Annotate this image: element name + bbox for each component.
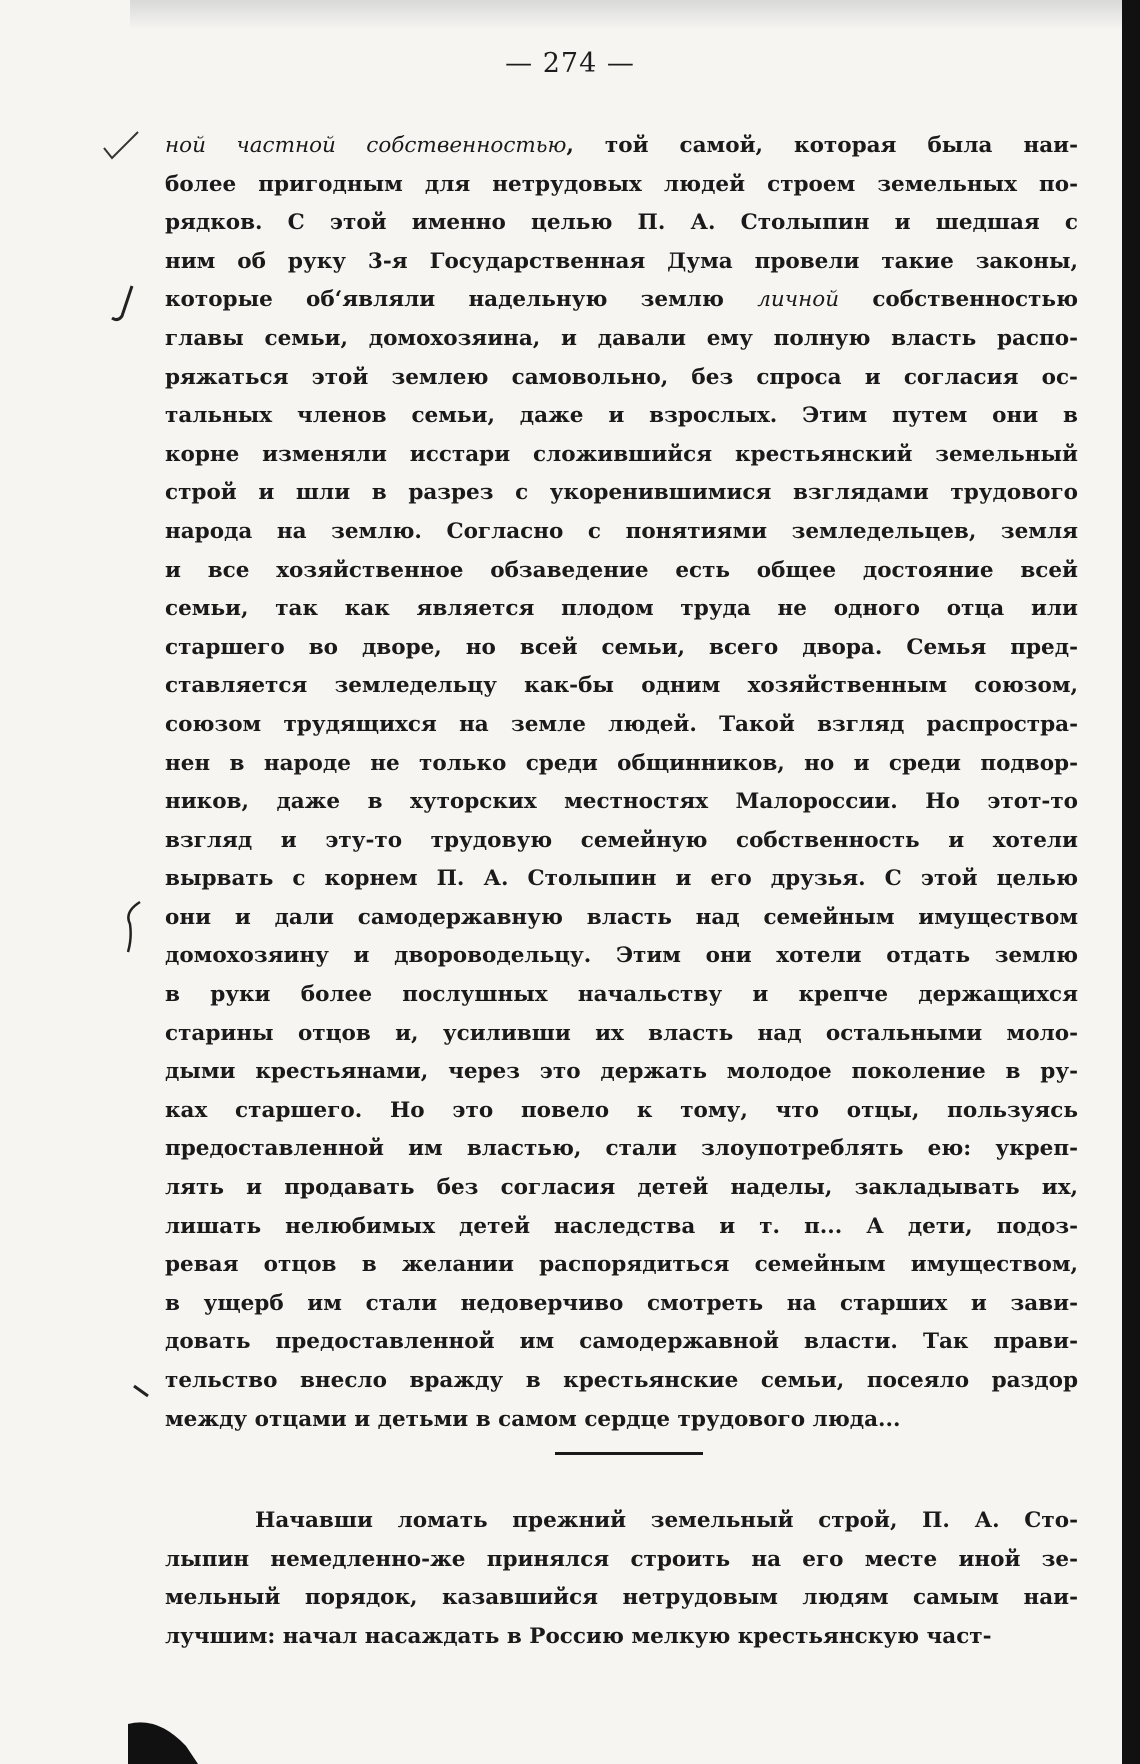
text-segment: лять и продавать без согласия детей наделы, закладывать их,: [165, 1175, 1078, 1201]
text-segment: рядков. С этой именно целью П. А. Столыпин и шедшая с: [165, 210, 1078, 236]
text-line: [165, 1130, 1078, 1169]
text-line: [165, 166, 1078, 205]
text-segment: нен в народе не только среди общинников, но и среди подвор-: [165, 750, 1078, 776]
text-segment: строй и шли в разрез с укоренившимися взглядами трудового: [165, 480, 1078, 506]
text-line: [165, 1502, 1078, 1541]
text-line: [165, 976, 1078, 1015]
italic-text: личной: [757, 287, 840, 313]
text-line: [165, 1362, 1078, 1401]
text-line: [165, 1579, 1078, 1618]
text-line: [165, 860, 1078, 899]
text-segment: домохозяину и двороводельцу. Этим они хотели отдать землю: [165, 943, 1078, 969]
text-line: [165, 397, 1078, 436]
text-segment: старины отцов и, усиливши их власть над остальными моло-: [165, 1020, 1078, 1046]
text-line: [165, 474, 1078, 513]
text-line: [165, 436, 1078, 475]
text-line: [165, 1323, 1078, 1362]
margin-tick-mark: [130, 1380, 154, 1400]
text-line: [165, 320, 1078, 359]
text-segment: и все хозяйственное обзаведение есть общее достояние всей: [165, 557, 1078, 583]
text-line: [165, 629, 1078, 668]
text-line: [165, 1618, 1078, 1657]
text-segment: вырвать с корнем П. А. Столыпин и его друзья. С этой целью: [165, 866, 1078, 892]
text-line: [165, 667, 1078, 706]
text-segment: более пригодным для нетрудовых людей строем земельных по-: [165, 171, 1078, 197]
text-segment: главы семьи, домохозяина, и давали ему полную власть распо-: [165, 325, 1078, 351]
margin-check-mark: [108, 282, 138, 324]
page-number: — 274 —: [505, 48, 635, 79]
text-segment: , той самой, которая была наи-: [566, 133, 1078, 158]
text-segment: в руки более послушных начальству и крепче держащихся: [165, 982, 1078, 1008]
text-segment: ревая отцов в желании распорядиться семейным имуществом,: [165, 1252, 1078, 1278]
text-line: [165, 706, 1078, 745]
scan-edge: [1122, 0, 1140, 1764]
thumb-shadow: [128, 1716, 198, 1764]
margin-check-mark: [100, 128, 142, 164]
text-line: [165, 243, 1078, 282]
text-segment: ках старшего. Но это повело к тому, что отцы, пользуясь: [165, 1097, 1078, 1123]
text-line: [165, 1208, 1078, 1247]
text-line: [165, 1246, 1078, 1285]
text-segment: ним об руку 3-я Государственная Дума провели такие законы,: [165, 248, 1078, 274]
text-segment: они и дали самодержавную власть над семейным имуществом: [165, 904, 1078, 930]
text-line: [165, 822, 1078, 861]
text-segment: в ущерб им стали недоверчиво смотреть на старших и зави-: [165, 1290, 1078, 1316]
text-line: [165, 359, 1078, 398]
text-segment: довать предоставленной им самодержавной власти. Так прави-: [165, 1329, 1078, 1355]
text-segment: лучшим: начал насаждать в Россию мелкую крестьянскую част-: [165, 1623, 992, 1649]
text-line: [165, 204, 1078, 243]
text-line: [165, 590, 1078, 629]
text-segment: мельный порядок, казавшийся нетрудовым людям самым наи-: [165, 1585, 1078, 1611]
text-line: [165, 513, 1078, 552]
section-divider: [555, 1452, 703, 1455]
text-line: [165, 937, 1078, 976]
text-segment: старшего во дворе, но всей семьи, всего двора. Семья пред-: [165, 634, 1078, 660]
text-segment: корне изменяли исстари сложившийся крестьянский земельный: [165, 441, 1078, 467]
text-line: [165, 1541, 1078, 1580]
text-segment: лишать нелюбимых детей наследства и т. п... А дети, подоз-: [165, 1213, 1078, 1239]
text-segment: семьи, так как является плодом труда не одного отца или: [165, 596, 1078, 622]
text-segment: ников, даже в хуторских местностях Малороссии. Но этот-то: [165, 789, 1078, 815]
text-segment: лыпин немедленно-же принялся строить на его месте иной зе-: [165, 1546, 1078, 1572]
text-line: [165, 1015, 1078, 1054]
text-line: [165, 1092, 1078, 1131]
text-segment: союзом трудящихся на земле людей. Такой взгляд распростра-: [165, 711, 1078, 737]
italic-text: ной частной собственностью: [165, 133, 567, 158]
text-line: [165, 281, 1078, 320]
text-line: [165, 783, 1078, 822]
text-segment: ряжаться этой землею самовольно, без спроса и согласия ос-: [165, 364, 1078, 390]
text-segment: народа на землю. Согласно с понятиями земледельцев, земля: [165, 518, 1078, 544]
text-line: [165, 127, 1078, 166]
text-segment: тальных членов семьи, даже и взрослых. Этим путем они в: [165, 403, 1078, 429]
text-segment: ставляется земледельцу как-бы одним хозяйственным союзом,: [165, 673, 1078, 699]
paragraph-1: [165, 127, 1078, 1439]
text-line: [165, 745, 1078, 784]
text-line: [165, 1401, 1078, 1440]
text-segment: дыми крестьянами, через это держать молодое поколение в ру-: [165, 1059, 1078, 1085]
text-segment: Начавши ломать прежний земельный строй, П. А. Сто-: [255, 1508, 1078, 1533]
text-segment: между отцами и детьми в самом сердце трудового люда...: [165, 1406, 901, 1432]
text-line: [165, 1053, 1078, 1092]
margin-bracket-mark: [118, 898, 144, 956]
text-segment: взгляд и эту-то трудовую семейную собственность и хотели: [165, 827, 1078, 853]
text-line: [165, 1285, 1078, 1324]
text-segment: которые об‘являли надельную землю: [165, 287, 758, 313]
scan-shadow: [130, 0, 1140, 30]
paragraph-2: [165, 1502, 1078, 1656]
text-line: [165, 1169, 1078, 1208]
text-segment: тельство внесло вражду в крестьянские семьи, посеяло раздор: [165, 1368, 1078, 1393]
text-line: [165, 899, 1078, 938]
text-segment: собственностью: [839, 287, 1078, 313]
text-segment: предоставленной им властью, стали злоупотреблять ею: укреп-: [165, 1136, 1078, 1162]
text-line: [165, 552, 1078, 591]
